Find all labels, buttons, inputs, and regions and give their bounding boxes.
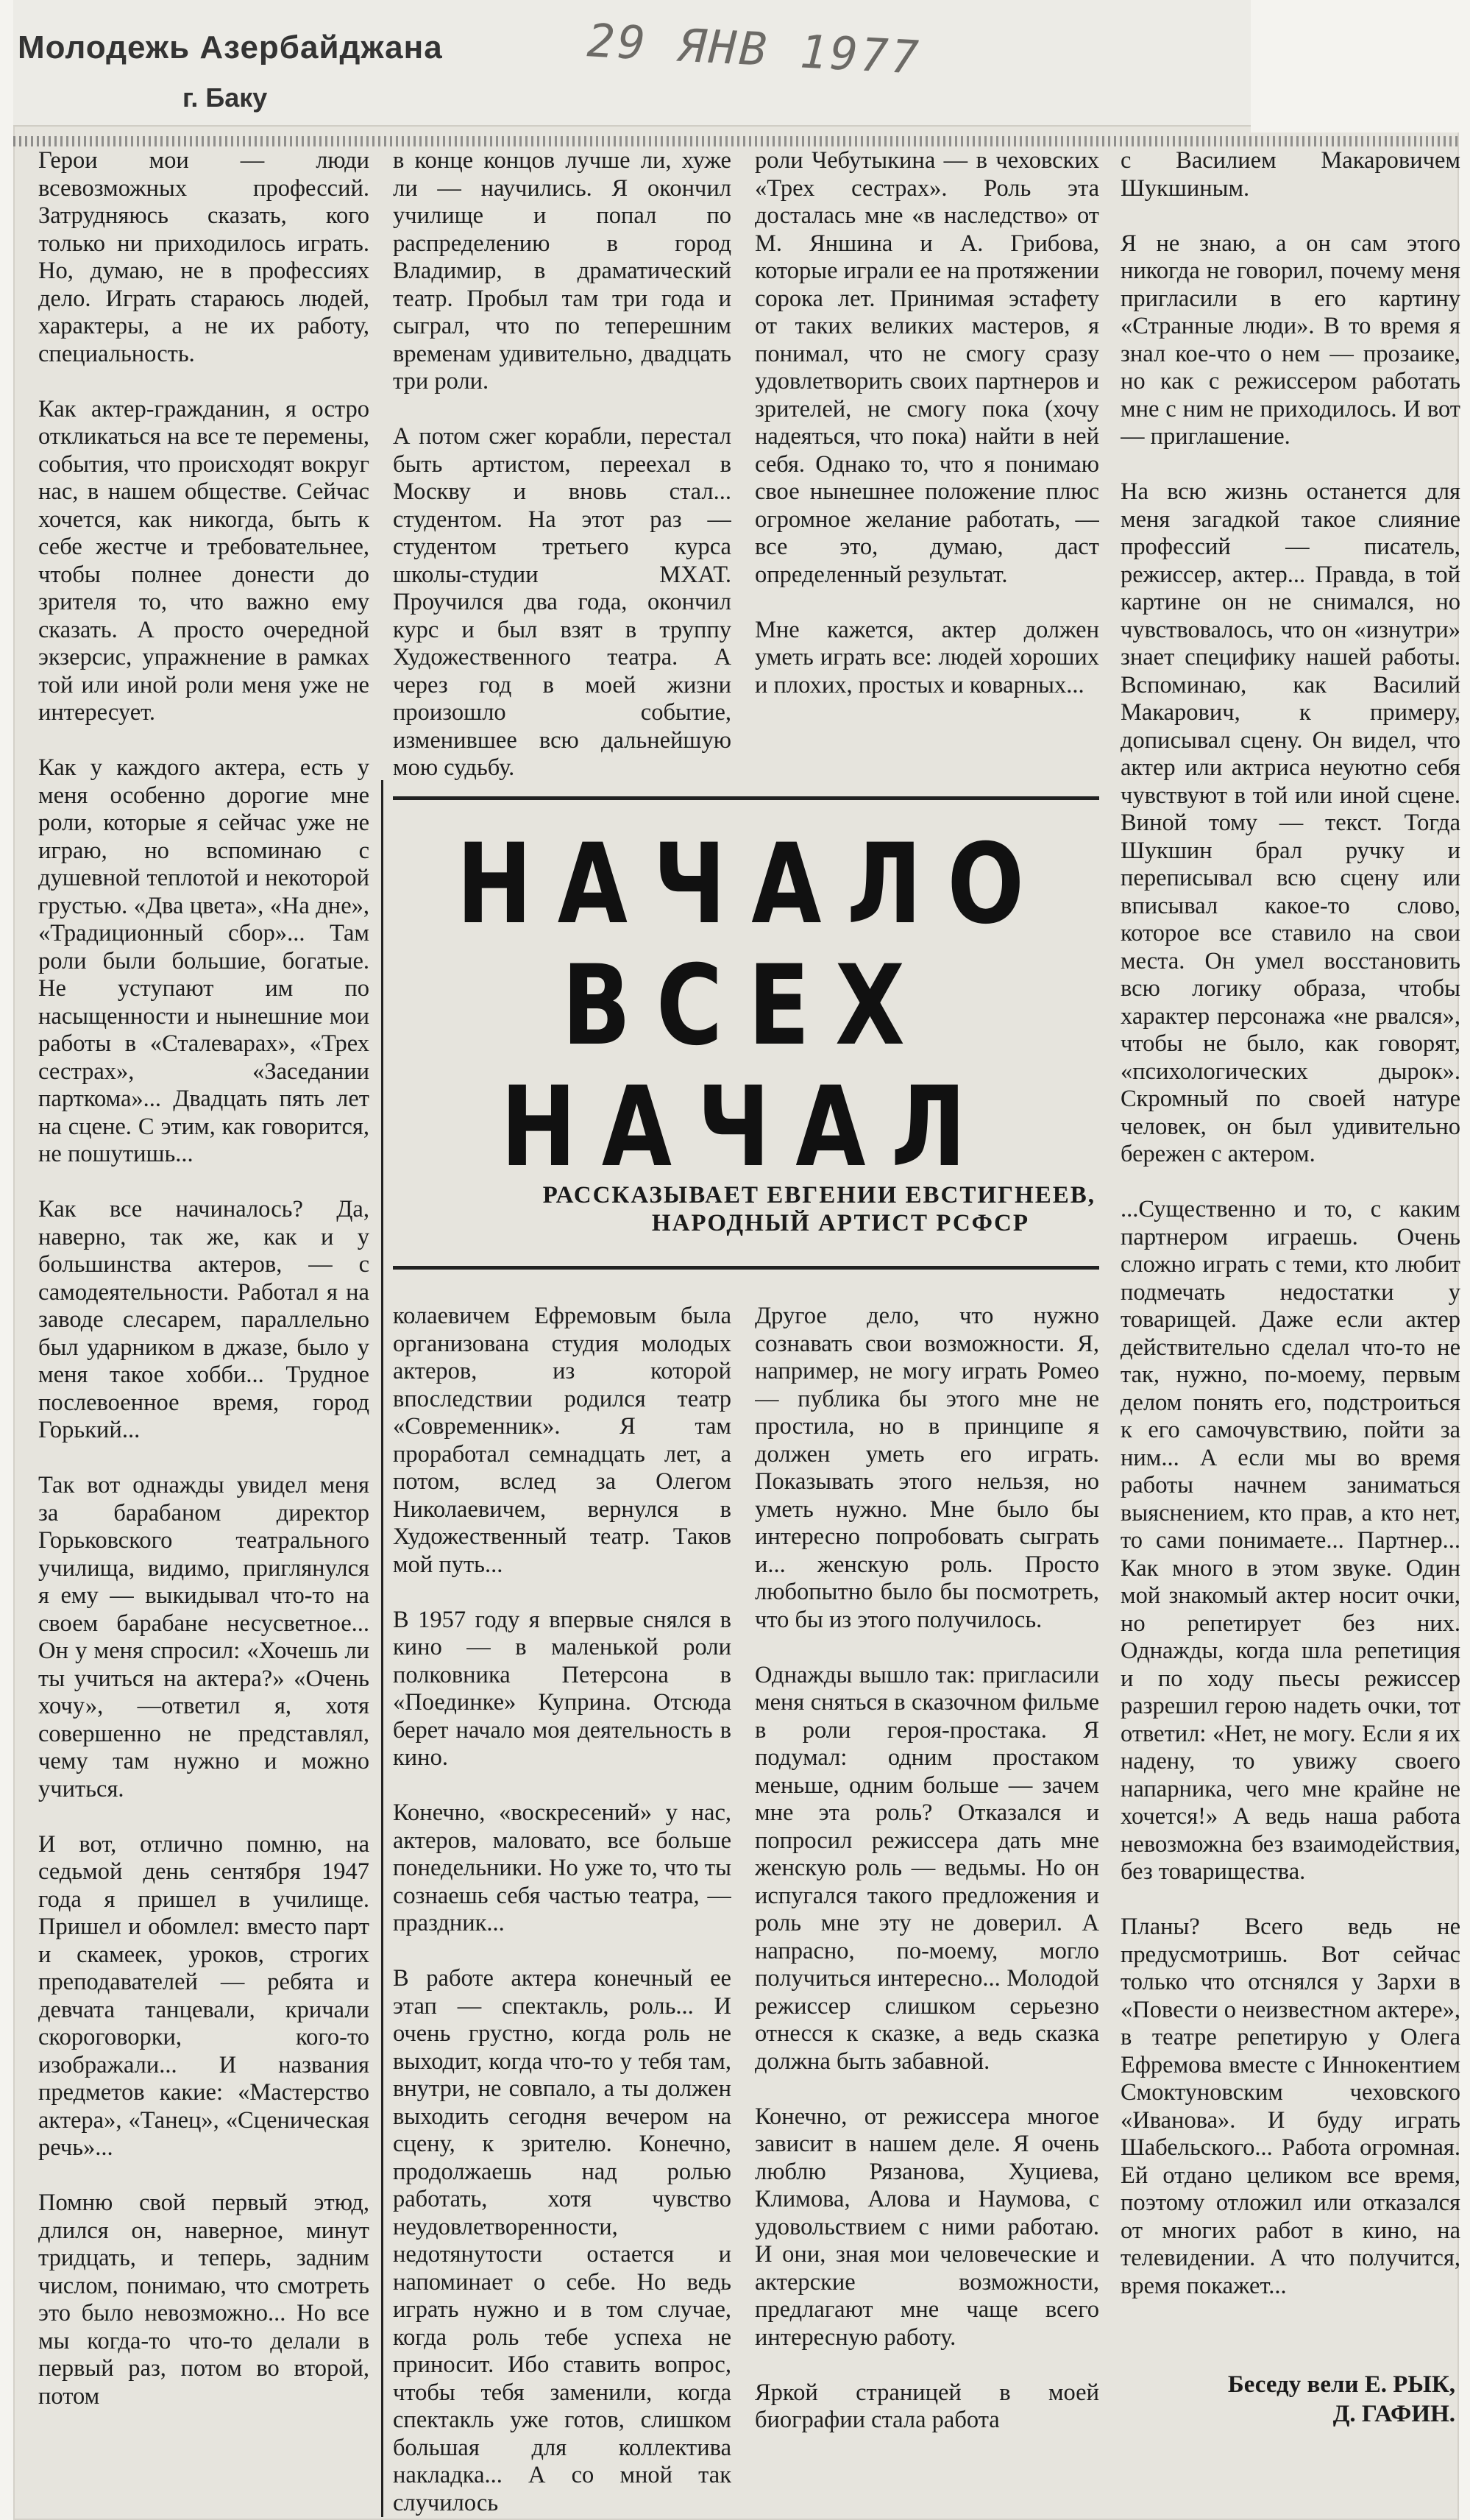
- date-stamp: 29 ЯНВ 1977: [586, 13, 923, 85]
- headline-block: [393, 810, 1099, 1236]
- headline-bottom-rule: [393, 1266, 1099, 1270]
- perforation-line: [13, 136, 1459, 146]
- byline-line-2: НАРОДНЫЙ АРТИСТ РСФСР: [651, 1210, 1029, 1236]
- headline-line-3: НАЧАЛ: [500, 1063, 992, 1192]
- article-column-3-bottom: Другое дело, что нужно сознавать свои возможности. Я, например, не могу играть Ромео — публика бы этого мне не простила, но в принципе я должен уметь его играть. Показывать этого нельзя, но уметь нужно. Мне было бы интересно попробовать сыграть и... женскую роль. Просто любопытно было бы посмотреть, что бы из этого получилось. Однажды вышло так: пригласили меня сняться в сказочном фильме в роли героя-простака. Я подумал: одним простаком меньше, одним больше — зачем мне эта роль? Отказался и попросил режиссера дать мне женскую роль — ведьмы. Но он испугался такого предложения и роль мне эту не доверил. А напрасно, по-моему, могло получиться интересно... Молодой режиссер слишком серьезно отнесся к сказке, а ведь сказка должна быть забавной. Конечно, от режиссера многое зависит в нашем деле. Я очень люблю Рязанова, Хуциева, Климова, Алова и Наумова, с удовольствием с ними работаю. И они, зная мои человеческие и актерские возможности, предлагают мне чаще всего интересную работу. Яркой страницей в моей биографии стала работа: [755, 1303, 1099, 2433]
- newspaper-clipping: [13, 0, 1459, 2520]
- article-column-2-bottom: колаевичем Ефремовым была организована студия молодых актеров, из которой впоследствии родился театр «Современник». Я там проработал семнадцать лет, а потом, вслед за Олегом Николаевичем, вернулся в Художественный театр. Таков мой путь... В 1957 году я впервые снялся в кино — в маленькой роли полковника Петерсона в «Поединке» Куприна. Отсюда берет начало моя деятельность в кино. Конечно, «воскресений» у нас, актеров, маловато, все больше понедельники. Но уже то, что ты сознаешь себя частью театра, — праздник... В работе актера конечный ее этап — спектакль, роль... И очень грустно, когда роль не выходит, когда что-то у тебя там, внутри, не совпало, а ты должен выходить сегодня вечером на сцену, к зрителю. Конечно, продолжаешь над ролью работать, хотя чувство неудовлетворенности, недотянутости остается и напоминает о себе. Но ведь играть нужно и в том случае, когда роль тебе успеха не приносит. Ибо ставить вопрос, чтобы тебя заменили, когда спектакль уже готов, слишком большая для коллектива накладка... А со мной так случилось: [393, 1303, 731, 2516]
- interview-credit: Беседу вели Е. РЫК, Д. ГАФИН.: [1227, 2371, 1455, 2427]
- torn-corner: [1251, 0, 1470, 132]
- article-column-2-top: в конце концов лучше ли, хуже ли — научились. Я окончил училище и попал по распределению в город Владимир, в драматический театр. Пробыл там три года и сыграл, что по теперешним временам удивительно, двадцать три роли. А потом сжег корабли, перестал быть артистом, переехал в Москву и вновь стал... студентом. На этот раз — студентом третьего курса школы-студии МХАТ. Проучился два года, окончил курс и был взят в труппу Художественного театра. А через год в моей жизни произошло событие, изменившее всю дальнейшую мою судьбу.: [393, 147, 731, 781]
- article-column-1: Герои мои — люди всевозможных профессий. Затрудняюсь сказать, кого только ни приходилось играть. Но, думаю, не в профессиях дело. Играть стараюсь людей, характеры, а не их работу, специальность. Как актер-гражданин, я остро откликаться на все те перемены, события, что происходят вокруг нас, в нашем обществе. Сейчас хочется, как никогда, быть к себе жестче и требовательнее, чтобы полнее донести до зрителя то, что важно ему сказать. А просто очередной экзерсис, упражнение в рамках той или иной роли меня уже не интересует. Как у каждого актера, есть у меня особенно дорогие мне роли, которые я сейчас уже не играю, но вспоминаю с душевной теплотой и некоторой грустью. «Два цвета», «На дне», «Традиционный сбор»... Там роли были большие, богатые. Не уступают им по насыщенности и нынешние мои работы в «Сталеварах», «Трех сестрах», «Заседании парткома»... Двадцать пять лет на сцене. С этим, как говорится, не пошутишь... Как все начиналось? Да, наверно, так же, как и у большинства актеров, — с самодеятельности. Работал я на заводе слесарем, параллельно был ударником в джазе, было у меня такое хобби... Трудное послевоенное время, город Горький... Так вот однажды увидел меня за барабаном директор Горьковского театрального училища, видимо, приглянулся я ему — выкидывал что-то на своем барабане несусветное... Он у меня спросил: «Хочешь ли ты учиться на актера?» «Очень хочу», —ответил я, хотя совершенно не представлял, чему там нужно и можно учиться. И вот, отлично помню, на седьмой день сентября 1947 года я пришел в училище. Пришел и обомлел: вместо парт и скамеек, уроков, строгих преподавателей — ребята и девчата танцевали, кричали скороговорки, кого-то изображали... И названия предметов какие: «Мастерство актера», «Танец», «Сценическая речь»... Помню свой первый этюд, длился он, наверное, минут тридцать, и теперь, задним числом, понимаю, что смотреть это было невозможно... Но все мы когда-то что-то делали в первый раз, потом во второй, потом: [38, 147, 369, 2410]
- column-divider: [381, 780, 383, 2517]
- article-column-3-top: роли Чебутыкина — в чеховских «Трех сестрах». Роль эта досталась мне «в наследство» от М. Яншина и А. Грибова, которые играли ее на протяжении сорока лет. Принимая эстафету от таких великих мастеров, я понимал, что не смогу сразу удовлетворить своих партнеров и зрителей, не смогу пока (хочу надеяться, что пока) найти в ней себя. Однако то, что я понимаю свое нынешнее положение плюс огромное желание работать, — все это, думаю, даст определенный результат. Мне кажется, актер должен уметь играть все: людей хороших и плохих, простых и коварных...: [755, 147, 1099, 698]
- publication-city: г. Баку: [182, 82, 268, 113]
- headline-line-2: ВСЕХ: [561, 942, 931, 1070]
- headline-top-rule: [393, 796, 1099, 800]
- publication-name: Молодежь Азербайджана: [18, 29, 443, 66]
- clipping-header: [13, 0, 1279, 127]
- byline: [13, 1181, 1099, 1237]
- article-column-4: с Василием Макаровичем Шукшиным. Я не знаю, а он сам этого никогда не говорил, почему меня пригласили в его картину «Странные люди». В то время я знал кое-что о нем — прозаике, но как с режиссером работать мне с ним не приходилось. И вот — приглашение. На всю жизнь останется для меня загадкой такое слияние профессий — писатель, режиссер, актер... Правда, в той картине он не снимался, но чувствовалось, что он «изнутри» знает специфику нашей работы. Вспоминаю, как Василий Макарович, к примеру, дописывал сцену. Он видел, что актер или актриса неуютно себя чувствуют в той или иной сцене. Виной тому — текст. Тогда Шукшин брал ручку и переписывал всю сцену или вписывал какое-то слово, которое все ставило на свои места. Он умел восстановить всю логику образа, чтобы характер персонажа «не рвался», чтобы не было, как говорят, «психологических дырок». Скромный по своей натуре человек, он был удивительно бережен с актером. ...Существенно и то, с каким партнером играешь. Очень сложно играть с теми, кто любит подмечать недостатки у товарищей. Даже если актер действительно сделал что-то не так, нужно, по-моему, первым делом понять его, подстроиться к его самочувствию, пойти за ним... А если мы во время работы начнем заниматься выяснением, кто прав, а кто нет, то сами понимаете... Партнер... Как много в этом звуке. Один мой знакомый актер носит очки, но репетирует без них. Однажды, когда шла репетиция и по ходу пьесы режиссер разрешил герою надеть очки, тот ответил: «Нет, не могу. Если я их надену, то увижу своего напарника, чего мне крайне не хочется!» А ведь наша работа невозможна без взаимодействия, без товарищества. Планы? Всего ведь не предусмотришь. Вот сейчас только что отснялся у Зархи в «Повести о неизвестном актере», в театре репетирую у Олега Ефремова вместе с Иннокентием Смоктуновским чеховского «Иванова». И буду играть Шабельского... Работа огромная. Ей отдано целиком все время, поэтому отложил или отказался от многих работ в кино, на телевидении. А что получится, время покажет...: [1121, 147, 1460, 2299]
- headline-line-1: НАЧАЛО: [456, 821, 1050, 949]
- byline-line-1: РАССКАЗЫВАЕТ ЕВГЕНИИ ЕВСТИГНЕЕВ,: [542, 1182, 1096, 1208]
